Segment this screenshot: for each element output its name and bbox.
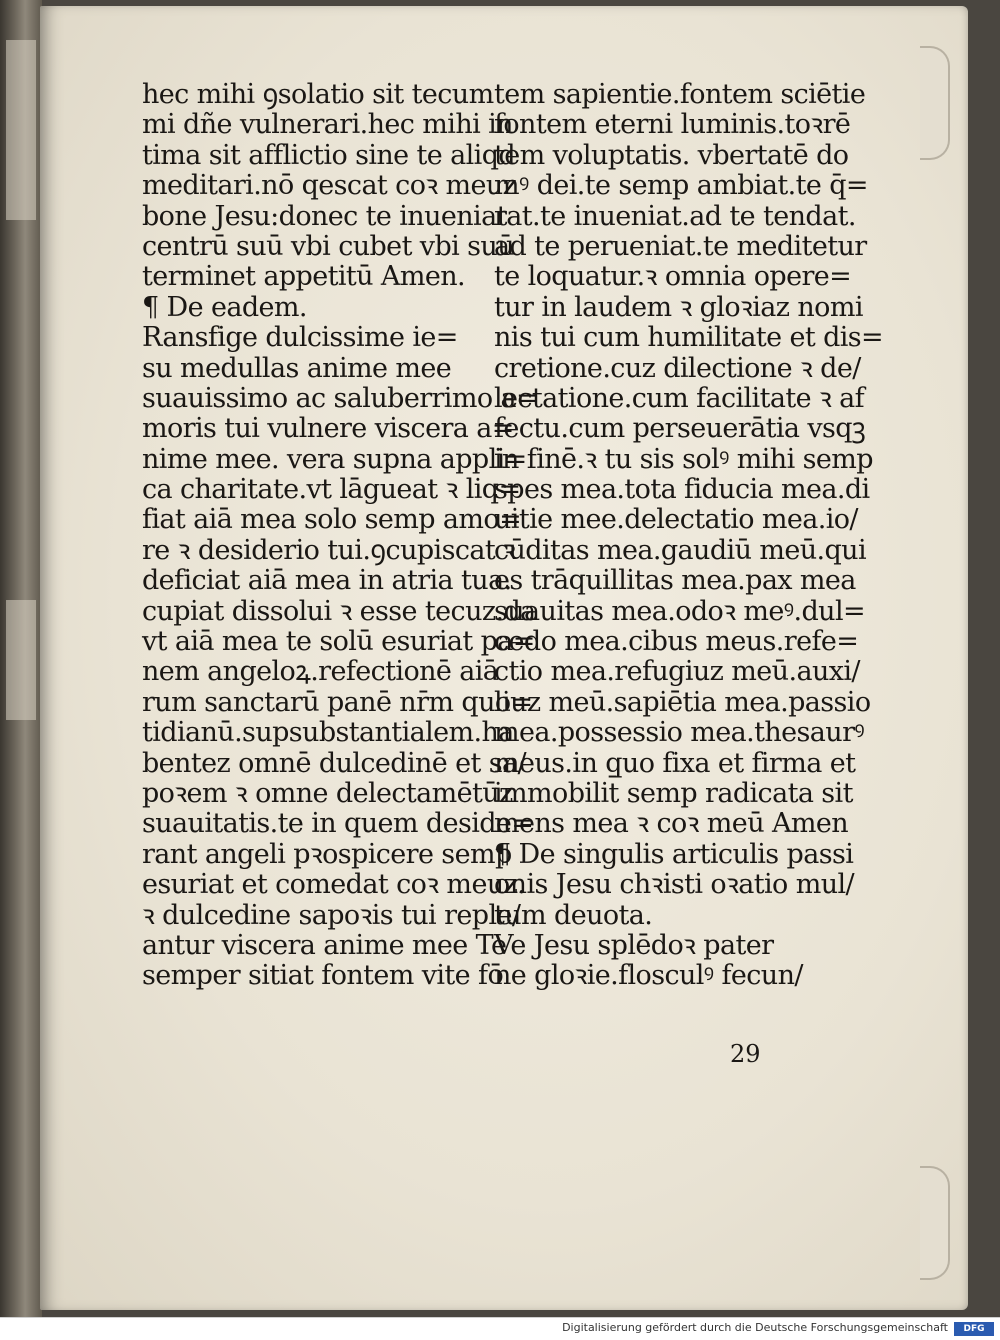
text-line: rum sanctarū panē nr̄m quo=: [142, 686, 533, 718]
text-line: cupiat dissolui ꝛ esse tecuz.da: [142, 595, 536, 627]
text-line: mꝰ dei.te semp ambiat.te q̄=: [494, 170, 868, 202]
text-line: onis Jesu chꝛisti oꝛatio mul/: [494, 869, 855, 901]
text-line: lectatione.cum facilitate ꝛ af: [494, 382, 865, 414]
dfg-logo: DFG: [954, 1322, 994, 1336]
text-line: immobilit̄ semp radicata sit: [494, 777, 853, 809]
text-line: semper sitiat fontem vite fō: [142, 960, 504, 992]
text-line: meus.in quo fixa et firma et: [494, 747, 856, 779]
text-line: fontem eterni luminis.toꝛrē: [494, 109, 851, 141]
text-line: ꝛ dulcedine sapoꝛis tui reple/: [142, 899, 521, 931]
text-line: liuz meū.sapiētia mea.passio: [494, 686, 871, 718]
text-line: re ꝛ desiderio tui.ꝯcupiscat ꝛ: [142, 534, 516, 566]
text-line: uitie mee.delectatio mea.io/: [494, 504, 858, 536]
text-line: mens mea ꝛ coꝛ meū Amen: [494, 808, 849, 840]
text-line: ca charitate.vt lāgueat ꝛ liq=: [142, 474, 521, 506]
funding-footer: [0, 1317, 1000, 1340]
text-line: nem angeloꝝ.refectionē aiā: [142, 656, 499, 688]
text-line: antur viscera anime mee Te: [142, 929, 507, 961]
text-line: hec mihi ꝯsolatio sit tecum: [142, 79, 494, 110]
text-line: Ransfige dulcissime ie=: [142, 322, 458, 354]
text-line: te loquatur.ꝛ omnia opere=: [494, 261, 852, 293]
text-line: fectu.cum perseuerātia vsqꝫ: [494, 413, 866, 445]
text-line: meditari.nō qescat coꝛ meuz: [142, 170, 517, 202]
text-column-left: [142, 79, 539, 992]
text-line: ctio mea.refugiuz meū.auxi/: [494, 656, 860, 688]
text-line: suauitatis.te in quem deside=: [142, 808, 534, 840]
text-line: tima sit afflictio sine te aliqd: [142, 139, 516, 171]
text-line: rant angeli pꝛospicere semp: [142, 838, 512, 870]
text-line: tem sapientie.fontem sciētie: [494, 79, 866, 110]
text-line: terminet appetitū Amen.: [142, 261, 465, 293]
text-line: mea.possessio mea.thesaurꝰ: [494, 717, 865, 749]
text-line: suauissimo ac saluberrimo a=: [142, 382, 539, 414]
text-line: cūditas mea.gaudiū meū.qui: [494, 534, 866, 566]
text-line: ad te perueniat.te meditetur: [494, 230, 867, 262]
text-line: tum deuota.: [494, 899, 653, 931]
text-line: ¶ De singulis articulis passi: [494, 838, 854, 870]
text-line: suauitas mea.odoꝛ meꝰ.dul=: [494, 595, 865, 627]
text-line: esuriat et comedat coꝛ meuz.: [142, 869, 526, 901]
text-line: poꝛem ꝛ omne delectamētūz: [142, 777, 513, 809]
text-line: tur in laudem ꝛ gloꝛiaz nomi: [494, 291, 863, 323]
text-line: Ve Jesu splēdoꝛ pater: [494, 929, 774, 961]
text-line: deficiat aiā mea in atria tua.: [142, 565, 512, 597]
book-left-edge: [0, 0, 42, 1320]
text-line: moris tui vulnere viscera a=: [142, 413, 514, 445]
page-clip-top: [920, 46, 950, 160]
text-line: spes mea.tota fiducia mea.di: [494, 474, 870, 506]
text-line: su medullas anime mee: [142, 352, 452, 384]
text-line: in finē.ꝛ tu sis solꝰ mihi semp: [494, 443, 873, 475]
text-line: rat.te inueniat.ad te tendat.: [494, 200, 856, 232]
footer-credit: Digitalisierung gefördert durch die Deutsche Forschungsgemeinschaft: [562, 1321, 948, 1334]
text-line: cedo mea.cibus meus.refe=: [494, 626, 859, 658]
text-line: nime mee. vera supna appli=: [142, 443, 527, 475]
text-line: ¶ De eadem.: [142, 291, 307, 323]
text-line: vt aiā mea te solū esuriat pa=: [142, 626, 535, 658]
text-line: tem voluptatis. vbertatē do: [494, 139, 849, 171]
text-line: bone Jesu:donec te inueniat: [142, 200, 507, 232]
text-line: bentez omnē dulcedinē et sa/: [142, 747, 527, 779]
text-column-right: [494, 79, 884, 992]
page-clip-bottom: [920, 1166, 950, 1280]
text-line: nis tui cum humilitate et dis=: [494, 322, 884, 354]
text-line: cretione.cuz dilectione ꝛ de/: [494, 352, 861, 384]
text-line: tidianū.supsubstantialem.ha: [142, 717, 514, 749]
text-line: es trāquillitas mea.pax mea: [494, 565, 856, 597]
page-number: 29: [730, 1040, 761, 1068]
adjacent-page-strip: [6, 40, 36, 220]
text-line: mi dñe vulnerari.hec mihi in: [142, 109, 513, 141]
text-line: centrū suū vbi cubet vbi suū: [142, 230, 514, 262]
text-line: ne gloꝛie.flosculꝰ fecun/: [494, 960, 803, 992]
adjacent-page-strip: [6, 600, 36, 720]
text-line: fiat aiā mea solo semp amo=: [142, 504, 522, 536]
